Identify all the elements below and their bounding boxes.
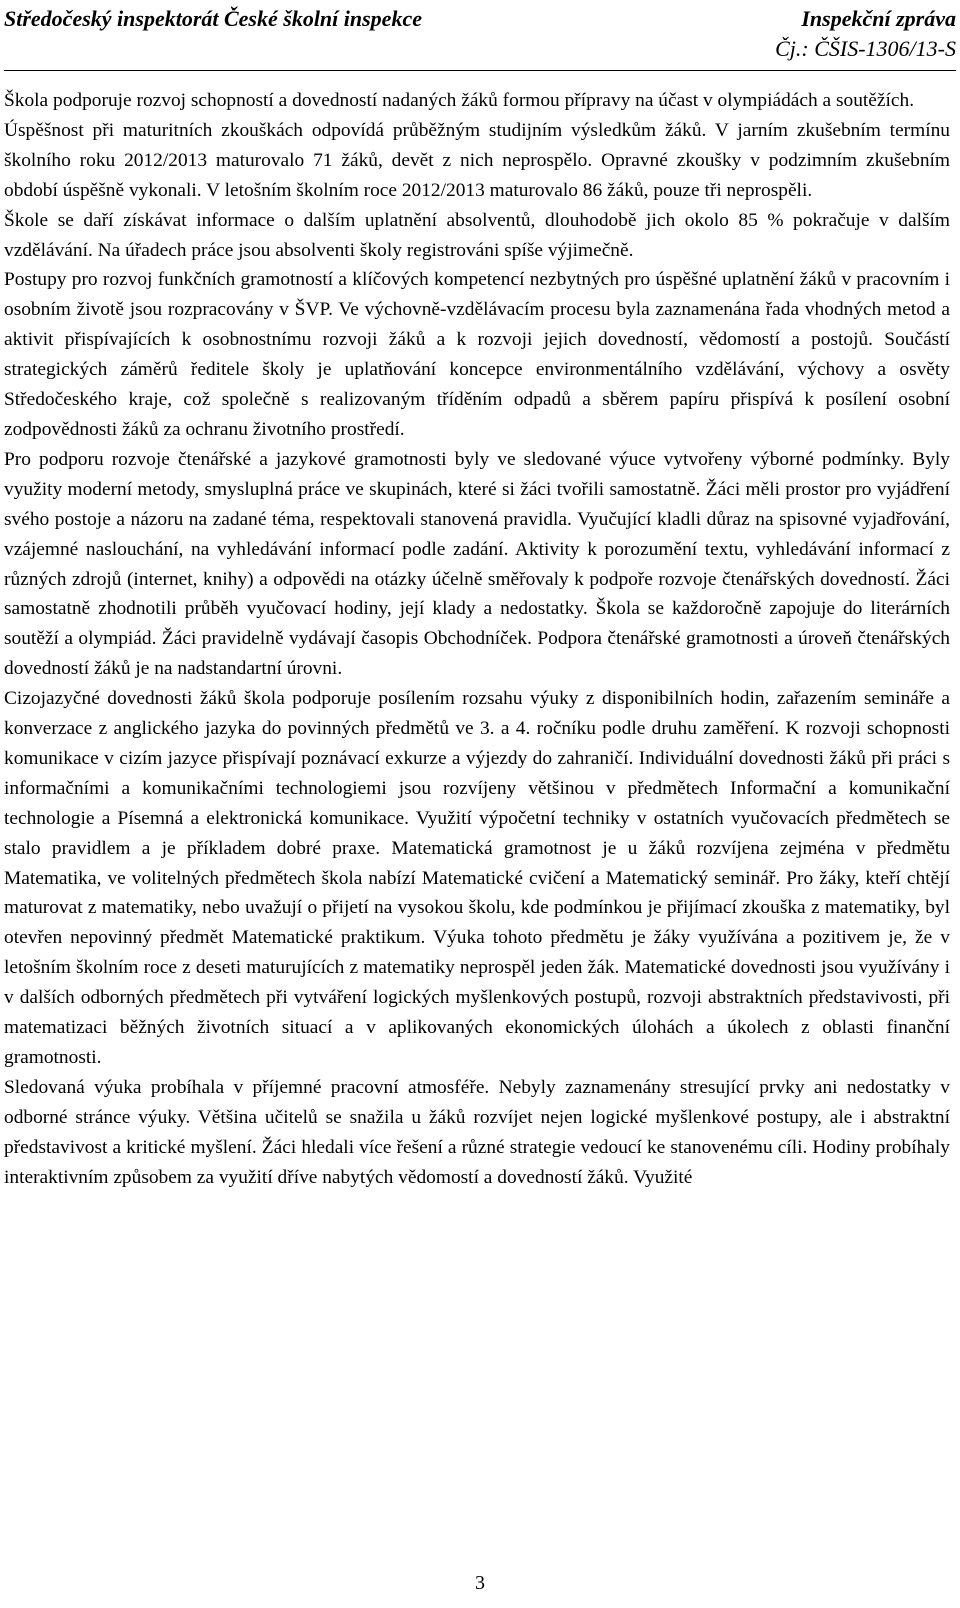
document-body [4,86,950,1193]
page-number: 3 [475,1572,485,1594]
paragraph-talented-students: Škola podporuje rozvoj schopností a dovedností nadaných žáků formou přípravy na účast v olympiádách a soutěžích. [4,90,915,111]
page-header [4,2,956,66]
header-reference-number: Čj.: ČŠIS-1306/13-S [775,36,956,61]
paragraph-language-math-literacy: Cizojazyčné dovednosti žáků škola podporuje posílením rozsahu výuky z disponibilních hodin, zařazením semináře a konverzace z anglického jazyka do povinných předmětů ve 3. a 4. ročníku podle druhu zaměření. K rozvoji schopnosti komunikace v cizím jazyce přispívají poznávací exkurze a výjezdy do zahraničí. Individuální dovednosti žáků při práci s informačními a komunikačními technologiemi jsou rozvíjeny většinou v předmětech Informační a komunikační technologie a Písemná a elektronická komunikace. Využití výpočetní techniky v ostatních vyučovacích předmětech se stalo pravidlem a je příkladem dobré praxe. Matematická gramotnost je u žáků rozvíjena zejména v předmětu Matematika, ve volitelných předmětech škola nabízí Matematické cvičení a Matematický seminář. Pro žáky, kteří chtějí maturovat z matematiky, nebo uvažují o přijetí na vysokou školu, kde podmínkou je přijímací zkouška z matematiky, byl otevřen nepovinný předmět Matematické praktikum. Výuka tohoto předmětu je žáky využívána a pozitivem je, že v letošním školním roce z deseti maturujících z matematiky neprospěl jeden žák. Matematické dovednosti jsou využívány i v dalších odborných předmětech při vytváření logických myšlenkových postupů, rozvoji abstraktních představivosti, při matematizaci běžných životních situací a v aplikovaných ekonomických úlohách a úkolech z oblasti finanční gramotnosti. [4,688,950,1068]
header-divider [4,70,956,71]
paragraph-key-competences: Postupy pro rozvoj funkčních gramotností a klíčových kompetencí nezbytných pro úspěšné uplatnění žáků v pracovním i osobním životě jsou rozpracovány v ŠVP. Ve výchovně-vzdělávacím procesu byla zaznamenána řada vhodných metod a aktivit přispívajících k osobnostnímu rozvoji žáků a k rozvoji jejich dovedností, vědomostí a postojů. Součástí strategických záměrů ředitele školy je uplatňování koncepce environmentálního vzdělávání, výchovy a osvěty Středočeského kraje, což společně s realizovaným tříděním odpadů a sběrem papíru přispívá k posílení osobní zodpovědnosti žáků za ochranu životního prostředí. [4,269,950,440]
paragraph-maturita-results: Úspěšnost při maturitních zkouškách odpovídá průběžným studijním výsledkům žáků. V jarním zkušebním termínu školního roku 2012/2013 maturovalo 71 žáků, devět z nich neprospělo. Opravné zkoušky v podzimním zkušebním období úspěšně vykonali. V letošním školním roce 2012/2013 maturovalo 86 žáků, pouze tři neprospěli. [4,119,950,201]
header-report-block [775,4,956,64]
paragraph-reading-literacy: Pro podporu rozvoje čtenářské a jazykové gramotnosti byly ve sledované výuce vytvořeny výborné podmínky. Byly využity moderní metody, smysluplná práce ve skupinách, které si žáci tvořili samostatně. Žáci měli prostor pro vyjádření svého postoje a názoru na zadané téma, respektovali stanovená pravidla. Vyučující kladli důraz na spisovné vyjadřování, vzájemné naslouchání, na vyhledávání informací podle zadání. Aktivity k porozumění textu, vyhledávání informací z různých zdrojů (internet, knihy) a odpovědi na otázky účelně směřovaly k podpoře rozvoje čtenářských dovedností. Žáci samostatně zhodnotili průběh vyučovací hodiny, její klady a nedostatky. Škola se každoročně zapojuje do literárních soutěží a olympiád. Žáci pravidelně vydávají časopis Obchodníček. Podpora čtenářské gramotnosti a úroveň čtenářských dovedností žáků je na nadstandartní úrovni. [4,448,950,680]
paragraph-lesson-atmosphere: Sledovaná výuka probíhala v příjemné pracovní atmosféře. Nebyly zaznamenány stresující prvky ani nedostatky v odborné stránce výuky. Většina učitelů se snažila u žáků rozvíjet nejen logické myšlenkové postupy, ale i abstraktní představivost a kritické myšlení. Žáci hledali více řešení a různé strategie vedoucí ke stanovenému cíli. Hodiny probíhaly interaktivním způsobem za využití dříve nabytých vědomostí a dovedností žáků. Využité [4,1076,950,1188]
paragraph-graduate-placement: Škole se daří získávat informace o dalším uplatnění absolventů, dlouhodobě jich okolo 85 % pokračuje v dalším vzdělávání. Na úřadech práce jsou absolventi školy registrováni spíše výjimečně. [4,209,950,261]
header-inspectorate-title: Středočeský inspektorát České školní inspekce [4,6,422,31]
header-report-title: Inspekční zpráva [801,6,956,31]
